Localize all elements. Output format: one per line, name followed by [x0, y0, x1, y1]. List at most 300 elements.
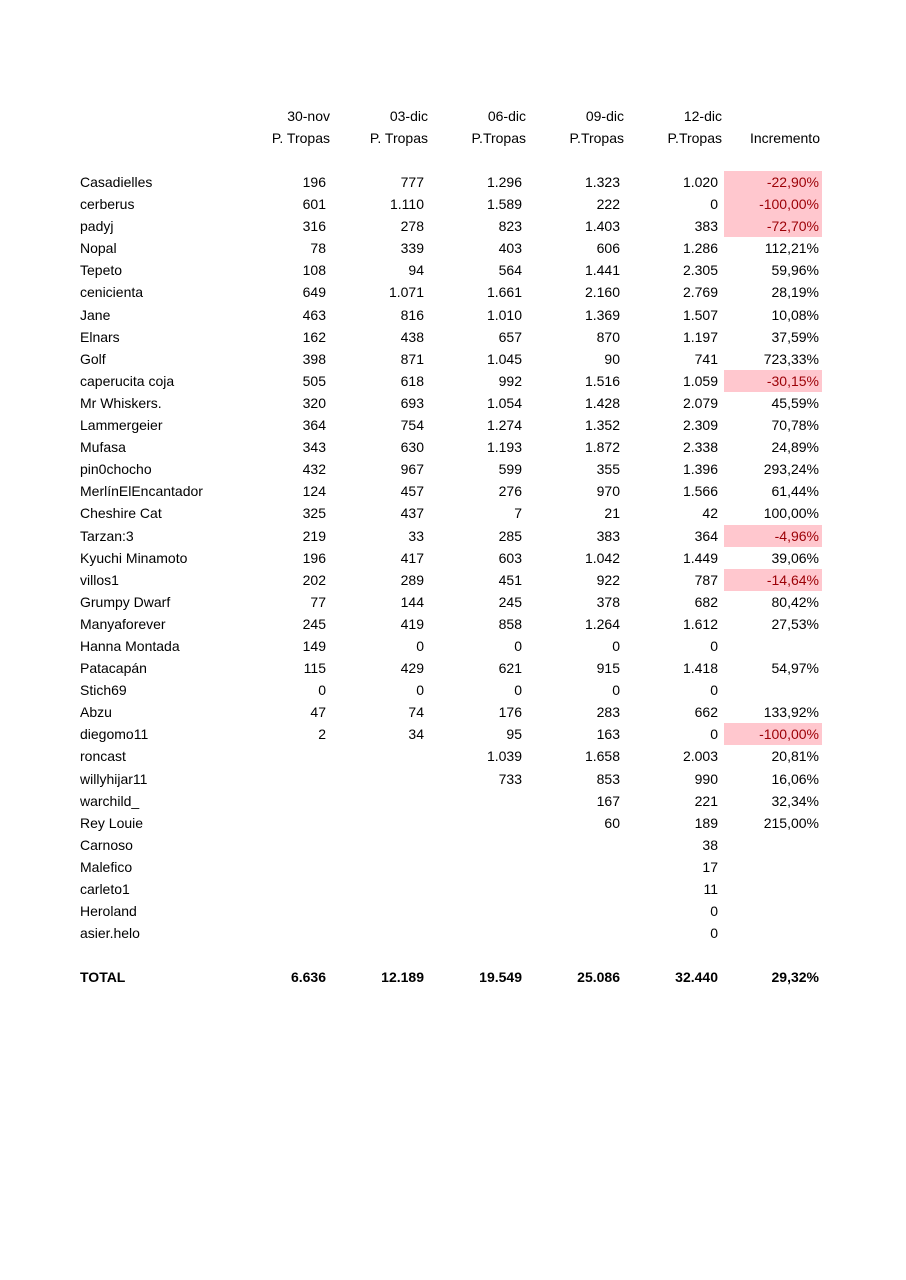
table-row	[0, 304, 906, 326]
increment-value: -14,64%	[724, 569, 822, 591]
player-name: Mr Whiskers.	[80, 394, 162, 411]
troop-value	[526, 922, 620, 944]
troop-value: 1.507	[682, 306, 718, 323]
increment-value: 54,97%	[771, 660, 819, 677]
increment-value: -22,90%	[724, 171, 822, 193]
troop-value: 618	[400, 372, 424, 389]
troop-value: 34	[408, 726, 424, 743]
troop-value	[232, 834, 326, 856]
player-name: Hanna Montada	[80, 637, 180, 654]
troop-value: 754	[400, 417, 424, 434]
date-header: 09-dic	[585, 108, 624, 124]
increment-value	[724, 922, 822, 944]
date-header: 03-dic	[389, 108, 428, 124]
table-row	[0, 215, 906, 237]
troop-value: 630	[400, 439, 424, 456]
troop-value: 870	[596, 328, 620, 345]
troop-value	[526, 834, 620, 856]
player-name: padyj	[80, 218, 114, 235]
troop-value	[330, 812, 424, 834]
table-row	[0, 613, 906, 635]
increment-value: -72,70%	[724, 215, 822, 237]
troop-value	[428, 812, 522, 834]
player-name: Stich69	[80, 682, 127, 699]
table-row	[0, 502, 906, 524]
troop-value	[232, 900, 326, 922]
player-name: Golf	[80, 350, 106, 367]
increment-value: -100,00%	[724, 723, 822, 745]
troop-value: 606	[596, 240, 620, 257]
table-row	[0, 900, 906, 922]
player-name: asier.helo	[80, 925, 140, 942]
troop-value: 378	[596, 593, 620, 610]
troop-value: 108	[302, 262, 326, 279]
troop-value: 202	[302, 571, 326, 588]
troop-value: 2.079	[682, 394, 718, 411]
troop-value: 0	[710, 726, 718, 743]
troop-value: 1.369	[584, 306, 620, 323]
troop-value	[428, 922, 522, 944]
troop-value: 1.658	[584, 748, 620, 765]
header-date-row	[0, 105, 906, 127]
table-row	[0, 768, 906, 790]
table-row	[0, 193, 906, 215]
troop-value: 383	[596, 527, 620, 544]
troop-value: 657	[498, 328, 522, 345]
troop-value: 0	[612, 637, 620, 654]
table-row	[0, 745, 906, 767]
increment-value: 59,96%	[771, 262, 819, 279]
troop-value	[330, 768, 424, 790]
increment-value: 37,59%	[771, 328, 819, 345]
troop-value: 1.352	[584, 417, 620, 434]
troop-value: 463	[302, 306, 326, 323]
troop-value: 457	[400, 483, 424, 500]
troop-value	[526, 856, 620, 878]
troop-value: 564	[498, 262, 522, 279]
troop-value: 0	[514, 682, 522, 699]
troop-value: 115	[303, 660, 326, 677]
troop-value: 176	[498, 704, 522, 721]
player-name: Manyaforever	[80, 615, 166, 632]
troop-value	[428, 856, 522, 878]
troop-value: 741	[694, 350, 718, 367]
increment-value: 70,78%	[771, 417, 819, 434]
player-name: Nopal	[80, 240, 117, 257]
troop-value: 1.418	[682, 660, 718, 677]
troop-value: 276	[498, 483, 522, 500]
troop-value: 196	[302, 549, 326, 566]
player-name: Casadielles	[80, 174, 153, 190]
troop-value: 599	[498, 461, 522, 478]
troop-value: 94	[408, 262, 424, 279]
troop-value: 189	[694, 814, 718, 831]
troop-value	[428, 790, 522, 812]
table-row	[0, 723, 906, 745]
troop-value: 451	[498, 571, 522, 588]
table-row	[0, 237, 906, 259]
player-name: Lammergeier	[80, 417, 163, 434]
column-subtitle: P. Tropas	[369, 130, 428, 146]
player-name: Kyuchi Minamoto	[80, 549, 188, 566]
troop-value: 2.769	[682, 284, 718, 301]
troop-value	[526, 878, 620, 900]
troop-value: 1.020	[682, 174, 718, 190]
troop-value: 505	[302, 372, 326, 389]
troop-value	[330, 745, 424, 767]
troop-value: 343	[302, 439, 326, 456]
troop-value: 285	[498, 527, 522, 544]
total-value: 12.189	[381, 969, 424, 985]
table-row	[0, 480, 906, 502]
player-name: Carnoso	[80, 836, 133, 853]
troop-value: 682	[694, 593, 718, 610]
troop-value: 1.323	[584, 174, 620, 190]
increment-value: -100,00%	[724, 193, 822, 215]
troop-value: 1.054	[486, 394, 522, 411]
player-name: Abzu	[80, 704, 112, 721]
troop-value: 1.010	[486, 306, 522, 323]
troop-value: 0	[710, 637, 718, 654]
player-name: diegomo11	[80, 726, 149, 743]
troop-value: 7	[514, 505, 522, 522]
troop-value: 2.160	[584, 284, 620, 301]
troop-value: 0	[514, 637, 522, 654]
player-name: carleto1	[80, 881, 130, 897]
player-name: Elnars	[80, 328, 120, 345]
troop-value: 1.286	[682, 240, 718, 257]
increment-value: 133,92%	[763, 704, 819, 721]
table-row	[0, 812, 906, 834]
troop-value: 78	[310, 240, 326, 257]
increment-value	[724, 635, 822, 657]
troop-value	[232, 790, 326, 812]
troop-value: 383	[694, 218, 718, 235]
troop-value: 1.566	[682, 483, 718, 500]
increment-value: 28,19%	[771, 284, 819, 301]
player-name: Grumpy Dwarf	[80, 593, 171, 610]
troop-value: 662	[694, 704, 718, 721]
troop-value: 316	[302, 218, 326, 235]
troop-value: 1.449	[682, 549, 718, 566]
troop-value: 144	[400, 593, 424, 610]
player-name: roncast	[80, 748, 126, 765]
increment-header: Incremento	[749, 130, 820, 146]
total-row	[0, 966, 906, 988]
troop-value: 1.516	[584, 372, 620, 389]
troop-value: 915	[596, 660, 620, 677]
troop-value: 0	[710, 903, 718, 920]
troop-value	[232, 745, 326, 767]
troop-value: 38	[702, 836, 718, 853]
increment-value: 61,44%	[771, 483, 819, 500]
troop-value: 1.428	[584, 394, 620, 411]
troop-value: 2.309	[682, 417, 718, 434]
increment-value	[724, 834, 822, 856]
total-value: 25.086	[577, 969, 620, 985]
troop-value: 601	[302, 196, 326, 213]
player-name: villos1	[80, 571, 119, 588]
table-row	[0, 569, 906, 591]
troop-value	[330, 900, 424, 922]
column-subtitle: P.Tropas	[569, 130, 624, 146]
table-row	[0, 547, 906, 569]
troop-value: 438	[400, 328, 424, 345]
troop-value	[428, 878, 522, 900]
troop-value: 693	[400, 394, 424, 411]
troop-value: 970	[596, 483, 620, 500]
troop-value: 437	[400, 505, 424, 522]
troop-value: 2.305	[682, 262, 718, 279]
table-row	[0, 790, 906, 812]
troop-value: 222	[596, 196, 620, 213]
table-row	[0, 259, 906, 281]
troop-value: 1.396	[682, 461, 718, 478]
troop-value: 823	[498, 218, 522, 235]
troop-value: 320	[302, 394, 326, 411]
date-header: 30-nov	[287, 108, 330, 124]
troop-value: 621	[498, 660, 522, 677]
troop-value: 2	[318, 726, 326, 743]
date-header: 12-dic	[683, 108, 722, 124]
troop-value: 649	[302, 284, 326, 301]
troop-value: 417	[400, 549, 424, 566]
table-row	[0, 414, 906, 436]
troop-value: 990	[694, 770, 718, 787]
troop-value: 221	[694, 792, 718, 809]
troop-value	[330, 878, 424, 900]
increment-value: 27,53%	[771, 615, 819, 632]
troop-value: 1.042	[584, 549, 620, 566]
player-name: willyhijar11	[80, 770, 148, 787]
player-name: Jane	[80, 306, 111, 323]
troop-value: 0	[710, 925, 718, 942]
table-row	[0, 281, 906, 303]
total-label: TOTAL	[80, 969, 126, 985]
troop-value: 1.589	[486, 196, 522, 213]
troop-value: 339	[400, 240, 424, 257]
player-name: Malefico	[80, 858, 133, 875]
troop-value: 163	[596, 726, 620, 743]
column-subtitle: P. Tropas	[271, 130, 330, 146]
troop-value	[330, 922, 424, 944]
troop-value: 77	[310, 593, 326, 610]
troop-value: 871	[400, 350, 424, 367]
troop-value: 11	[703, 881, 718, 897]
table-row	[0, 701, 906, 723]
troop-value: 1.441	[584, 262, 620, 279]
troop-value: 1.872	[584, 439, 620, 456]
troop-value: 278	[400, 218, 424, 235]
increment-value	[724, 679, 822, 701]
table-row	[0, 679, 906, 701]
table-row	[0, 525, 906, 547]
troop-value: 124	[302, 483, 326, 500]
troop-value: 245	[498, 593, 522, 610]
troop-value: 325	[302, 505, 326, 522]
troop-value	[526, 900, 620, 922]
troop-value: 1.193	[486, 439, 522, 456]
troop-value: 355	[596, 461, 620, 478]
troop-value	[330, 790, 424, 812]
troop-value: 2.003	[682, 748, 718, 765]
troop-value: 858	[498, 615, 522, 632]
player-name: Heroland	[80, 903, 137, 920]
increment-value: -30,15%	[724, 370, 822, 392]
player-name: pin0chocho	[80, 461, 152, 478]
table-row	[0, 436, 906, 458]
increment-value: 10,08%	[771, 306, 819, 323]
player-name: caperucita coja	[80, 372, 175, 389]
troop-value: 149	[302, 637, 326, 654]
troop-value: 33	[408, 527, 424, 544]
table-row	[0, 392, 906, 414]
header-subtitle-row	[0, 127, 906, 149]
table-row	[0, 657, 906, 679]
troop-value: 603	[498, 549, 522, 566]
column-subtitle: P.Tropas	[471, 130, 526, 146]
troop-value: 419	[400, 615, 424, 632]
troop-value: 60	[604, 814, 620, 831]
troop-value: 432	[302, 461, 326, 478]
increment-value: 24,89%	[771, 439, 819, 456]
troop-value: 42	[702, 505, 718, 522]
increment-value	[724, 878, 822, 900]
troop-value: 398	[302, 350, 326, 367]
table-row	[0, 591, 906, 613]
table-row	[0, 856, 906, 878]
table-row	[0, 348, 906, 370]
troop-value: 922	[596, 571, 620, 588]
troop-value: 74	[408, 704, 424, 721]
total-increment: 29,32%	[771, 969, 819, 985]
total-value: 6.636	[290, 969, 326, 985]
player-name: Rey Louie	[80, 814, 144, 831]
troop-value: 992	[498, 372, 522, 389]
troop-value	[232, 878, 326, 900]
troop-value: 777	[400, 174, 424, 190]
increment-value: 293,24%	[763, 461, 819, 478]
troop-value: 0	[416, 637, 424, 654]
increment-value	[724, 856, 822, 878]
increment-value: 723,33%	[763, 350, 819, 367]
troop-value	[428, 834, 522, 856]
troop-value: 816	[400, 306, 424, 323]
player-rows	[0, 171, 906, 944]
troop-value: 17	[702, 858, 718, 875]
troop-value	[428, 900, 522, 922]
troop-value: 0	[710, 196, 718, 213]
player-name: Mufasa	[80, 439, 126, 456]
player-name: Tarzan:3	[80, 527, 134, 544]
troop-value: 95	[506, 726, 522, 743]
player-name: warchild_	[80, 792, 140, 809]
increment-value: 100,00%	[763, 505, 819, 522]
troop-value	[232, 768, 326, 790]
increment-value: 39,06%	[771, 549, 819, 566]
troop-value	[232, 922, 326, 944]
troop-value: 47	[310, 704, 326, 721]
player-name: cerberus	[80, 196, 135, 213]
troop-value: 1.403	[584, 218, 620, 235]
troop-value: 0	[416, 682, 424, 699]
player-name: cenicienta	[80, 284, 144, 301]
table-row	[0, 458, 906, 480]
total-value: 19.549	[479, 969, 522, 985]
increment-value: 16,06%	[771, 770, 819, 787]
troop-value: 364	[694, 527, 718, 544]
troop-value: 219	[302, 527, 326, 544]
table-row	[0, 171, 906, 193]
troop-value: 364	[302, 417, 326, 434]
table-row	[0, 922, 906, 944]
increment-value: 80,42%	[771, 593, 819, 610]
increment-value: -4,96%	[724, 525, 822, 547]
troop-value: 1.071	[388, 284, 424, 301]
troop-value: 283	[596, 704, 620, 721]
troop-value: 1.197	[682, 328, 718, 345]
troop-value: 1.059	[682, 372, 718, 389]
troop-value: 1.110	[390, 196, 424, 213]
troop-value: 429	[400, 660, 424, 677]
increment-value: 112,21%	[764, 240, 819, 257]
troop-value	[232, 812, 326, 834]
troop-value: 2.338	[682, 439, 718, 456]
troop-value: 245	[302, 615, 326, 632]
troop-value: 162	[302, 328, 326, 345]
troop-value: 0	[710, 682, 718, 699]
troop-value: 1.264	[584, 615, 620, 632]
player-name: Tepeto	[80, 262, 123, 279]
troop-value: 403	[498, 240, 522, 257]
table-row	[0, 635, 906, 657]
table-row	[0, 326, 906, 348]
column-subtitle: P.Tropas	[667, 130, 722, 146]
troop-value: 289	[400, 571, 424, 588]
troop-value: 1.612	[682, 615, 718, 632]
player-name: Patacapán	[80, 660, 147, 677]
table-row	[0, 834, 906, 856]
troop-value: 1.274	[486, 417, 522, 434]
table-row	[0, 878, 906, 900]
increment-value: 45,59%	[771, 394, 819, 411]
increment-value: 32,34%	[771, 792, 819, 809]
increment-value	[724, 900, 822, 922]
total-value: 32.440	[675, 969, 718, 985]
troop-value: 0	[612, 682, 620, 699]
troop-value: 1.296	[486, 174, 522, 190]
increment-value: 20,81%	[771, 748, 819, 765]
troop-value	[330, 834, 424, 856]
troop-value: 1.039	[486, 748, 522, 765]
troop-value: 1.045	[486, 350, 522, 367]
player-name: Cheshire Cat	[80, 505, 162, 522]
table-row	[0, 370, 906, 392]
troop-value: 0	[318, 682, 326, 699]
troop-value: 196	[302, 174, 326, 190]
troop-value: 853	[596, 770, 620, 787]
troop-value: 787	[694, 571, 718, 588]
troop-value: 167	[596, 792, 620, 809]
troop-value: 733	[498, 770, 522, 787]
troop-value: 90	[604, 350, 620, 367]
troop-value	[232, 856, 326, 878]
troop-value: 1.661	[486, 284, 522, 301]
troop-value: 21	[604, 505, 620, 522]
increment-value: 215,00%	[763, 814, 819, 831]
troop-value	[330, 856, 424, 878]
date-header: 06-dic	[487, 108, 526, 124]
